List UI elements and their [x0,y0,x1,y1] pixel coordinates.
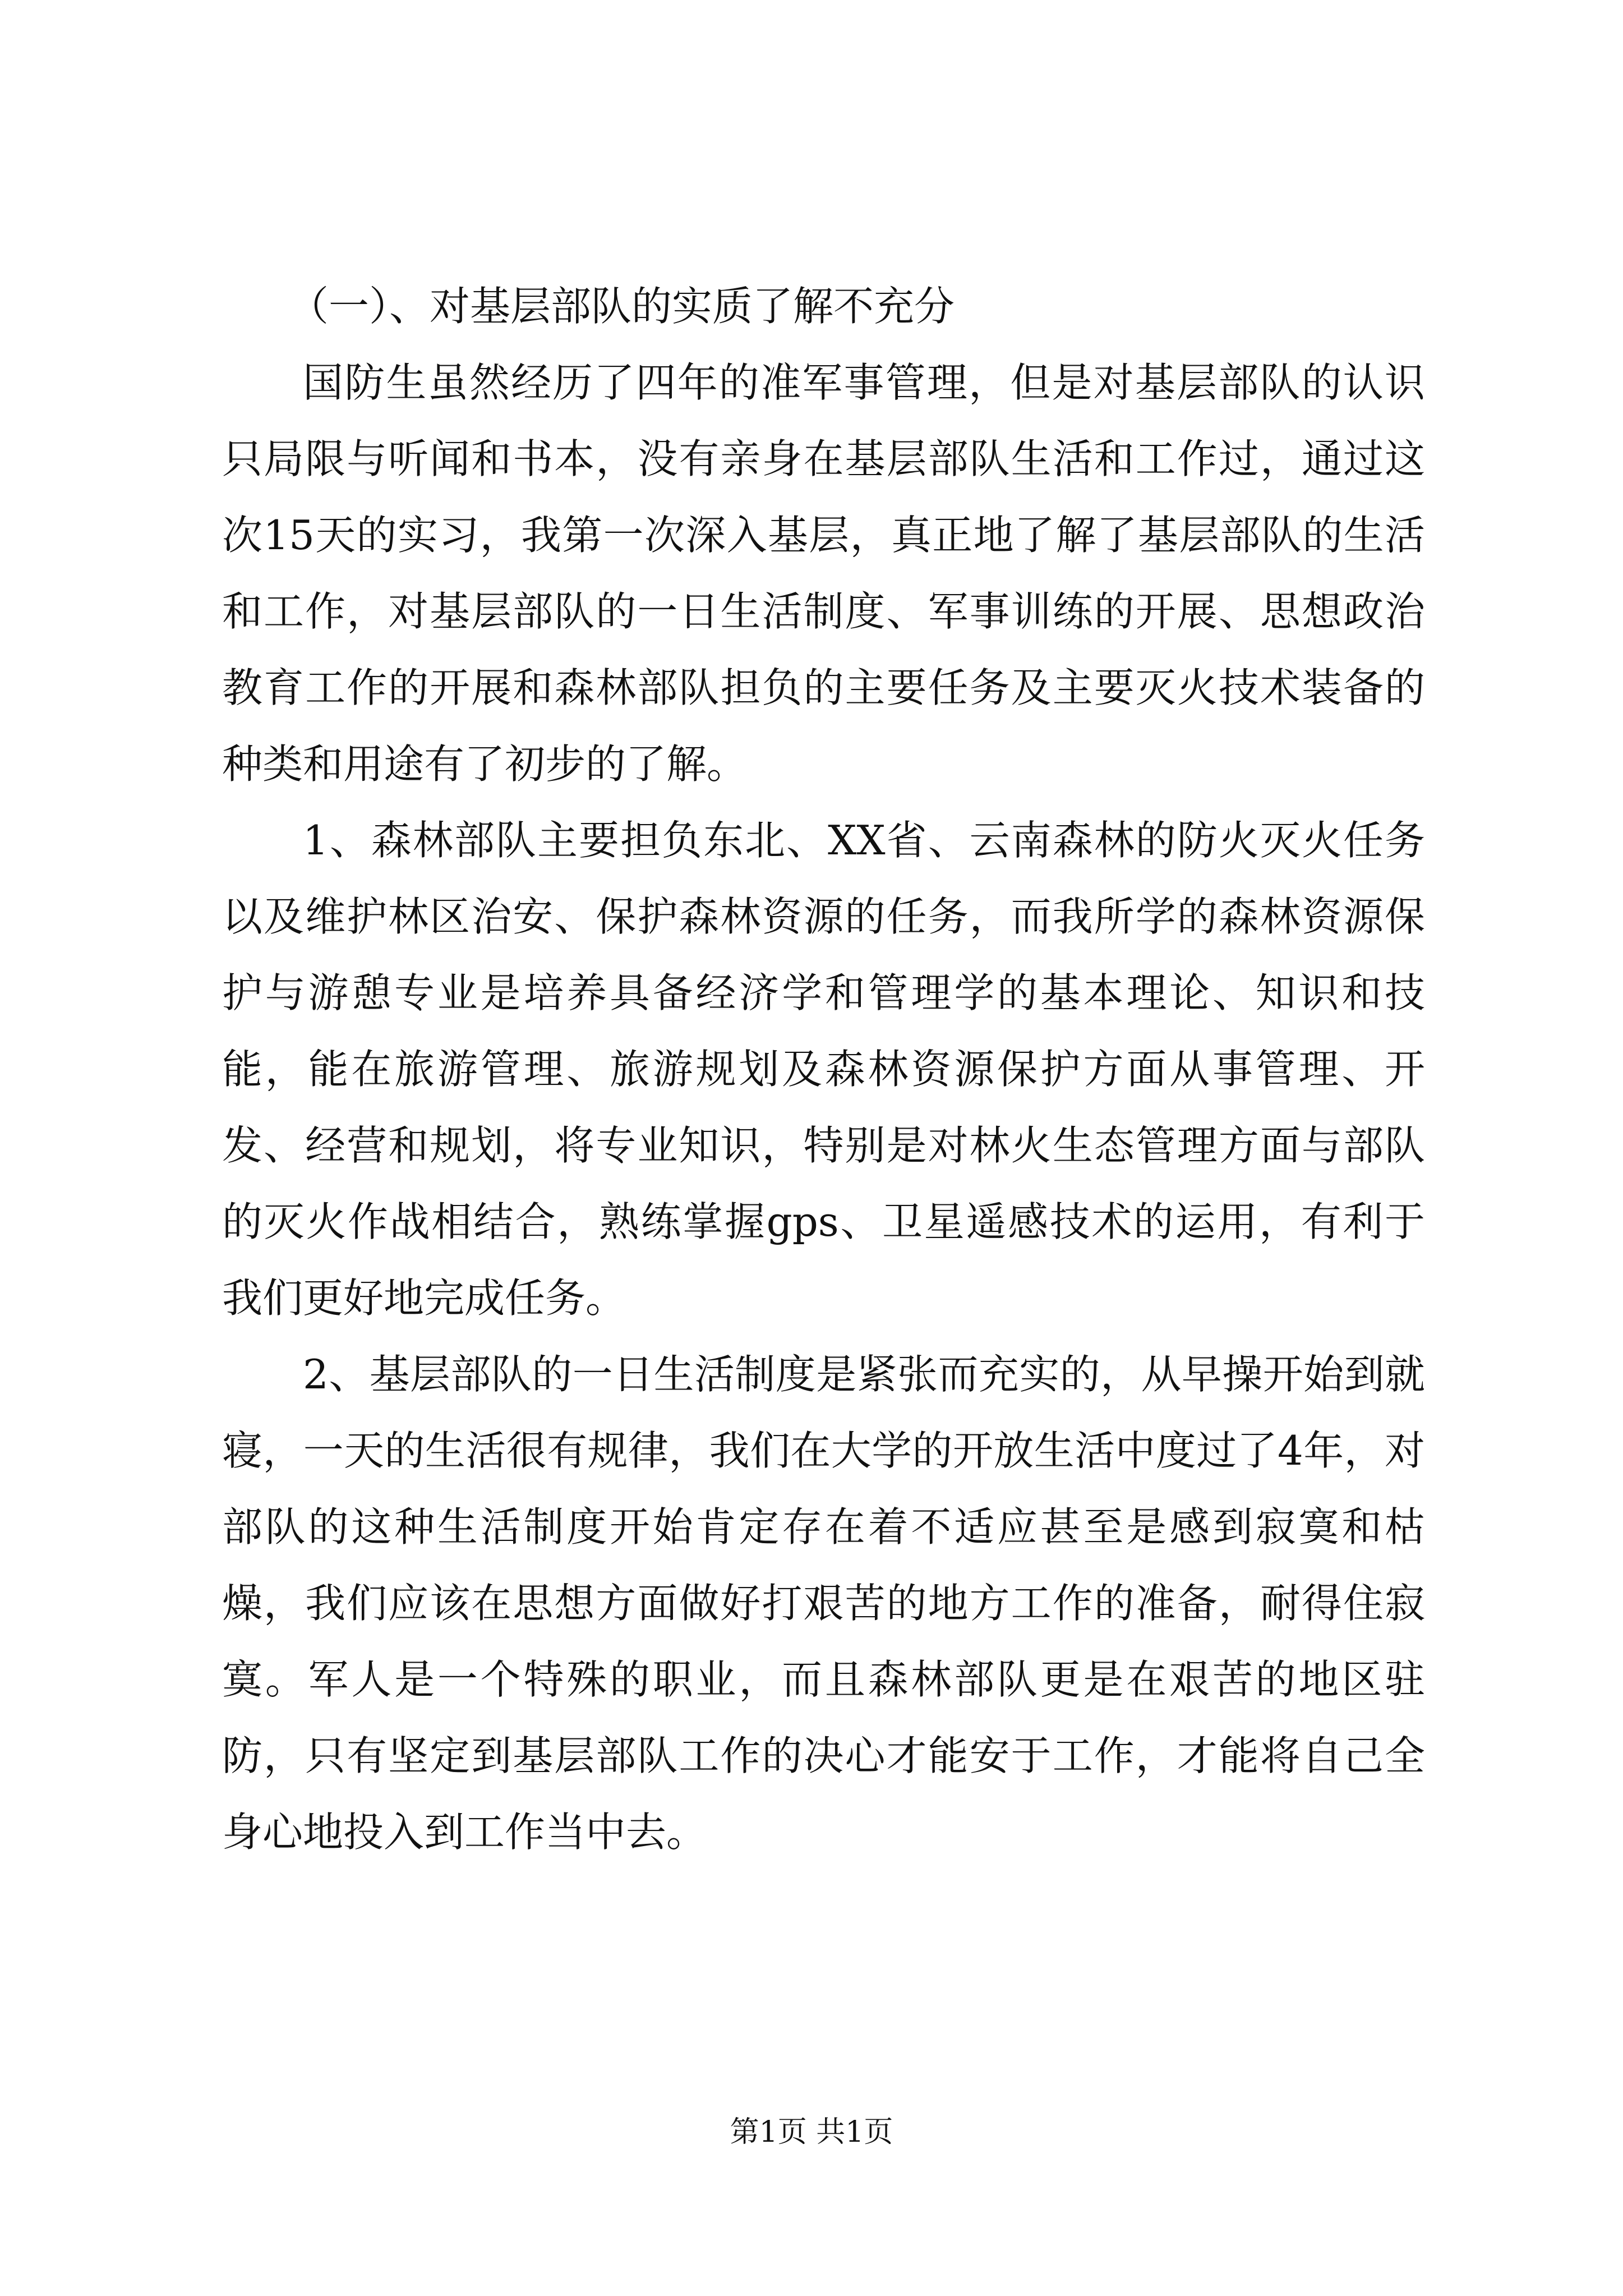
paragraph-point-1: 1、森林部队主要担负东北、XX省、云南森林的防火灭火任务以及维护林区治安、保护森林资源的任务，而我所学的森林资源保护与游憩专业是培养具备经济学和管理学的基本理论、知识和技能，能在旅游管理、旅游规划及森林资源保护方面从事管理、开发、经营和规划，将专业知识，特别是对林火生态管理方面与部队的灭火作战相结合，熟练掌握gps、卫星遥感技术的运用，有利于我们更好地完成任务。 [222,817,1425,1322]
paragraph-intro: 国防生虽然经历了四年的准军事管理，但是对基层部队的认识只局限与听闻和书本，没有亲身在基层部队生活和工作过，通过这次15天的实习，我第一次深入基层，真正地了解了基层部队的生活和工作，对基层部队的一日生活制度、军事训练的开展、思想政治教育工作的开展和森林部队担负的主要任务及主要灭火技术装备的种类和用途有了初步的了解。 [222,359,1425,788]
page-footer: 第1页 共1页 [730,2115,893,2149]
paragraph-point-2: 2、基层部队的一日生活制度是紧张而充实的，从早操开始到就寝，一天的生活很有规律，我们在大学的开放生活中度过了4年，对部队的这种生活制度开始肯定存在着不适应甚至是感到寂寞和枯燥，我们应该在思想方面做好打艰苦的地方工作的准备，耐得住寂寞。军人是一个特殊的职业，而且森林部队更是在艰苦的地区驻防，只有坚定到基层部队工作的决心才能安于工作，才能将自己全身心地投入到工作当中去。 [222,1351,1425,1856]
section-heading: （一）、对基层部队的实质了解不充分 [288,283,955,330]
document-body [222,268,1425,1870]
